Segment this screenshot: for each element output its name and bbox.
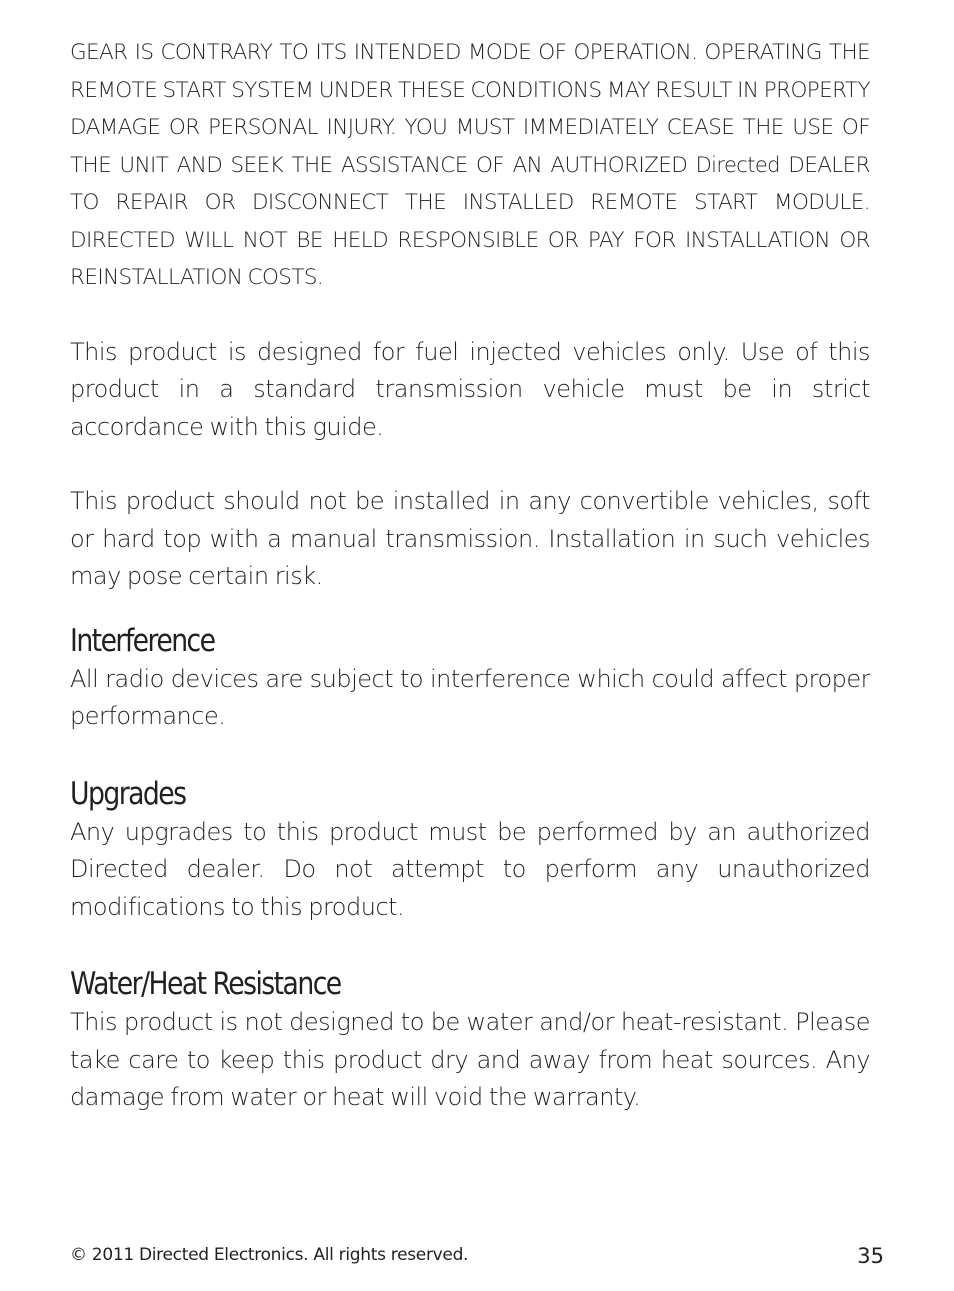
fuel-injected-paragraph: This product is designed for fuel injected vehicles only. Use of this product in a standard transmission vehicle must be in strict accordance with this guide. — [70, 337, 870, 441]
warning-text-before: GEAR IS CONTRARY TO ITS INTENDED MODE OF OPERATION. OPERATING THE REMOTE START SYSTEM UNDER THESE CONDITIONS MAY RESULT IN PROPERTY DAMAGE OR PERSONAL INJURY. YOU MUST IMMEDIATELY CEASE THE USE OF THE UNIT AND SEEK THE ASSISTANCE OF AN AUTHORIZED — [70, 40, 870, 178]
interference-heading: Interference — [70, 622, 215, 659]
upgrades-body: Any upgrades to this product must be performed by an authorized Directed dealer. Do not attempt to perform any unauthorized modifications to this product. — [70, 817, 870, 921]
warning-dealer-name: Directed — [695, 152, 780, 177]
water-heat-body: This product is not designed to be water and/or heat-resistant. Please take care to keep this product dry and away from heat sources. Any damage from water or heat will void the warranty. — [70, 1008, 870, 1111]
warning-paragraph — [70, 34, 870, 297]
page-number: 35 — [857, 1244, 884, 1268]
warning-text-after: DEALER TO REPAIR OR DISCONNECT THE INSTALLED REMOTE START MODULE. DIRECTED WILL NOT BE HELD RESPONSIBLE OR PAY FOR INSTALLATION OR REINSTALLATION COSTS. — [70, 152, 871, 290]
manual-page-content — [70, 34, 870, 1117]
upgrades-heading: Upgrades — [70, 775, 186, 812]
water-heat-heading: Water/Heat Resistance — [70, 966, 341, 1002]
interference-body: All radio devices are subject to interference which could affect proper performance. — [70, 664, 870, 730]
convertible-paragraph: This product should not be installed in any convertible vehicles, soft or hard top with a manual transmission. Installation in such vehicles may pose certain risk. — [70, 487, 870, 590]
copyright-footer: © 2011 Directed Electronics. All rights reserved. — [70, 1245, 469, 1265]
